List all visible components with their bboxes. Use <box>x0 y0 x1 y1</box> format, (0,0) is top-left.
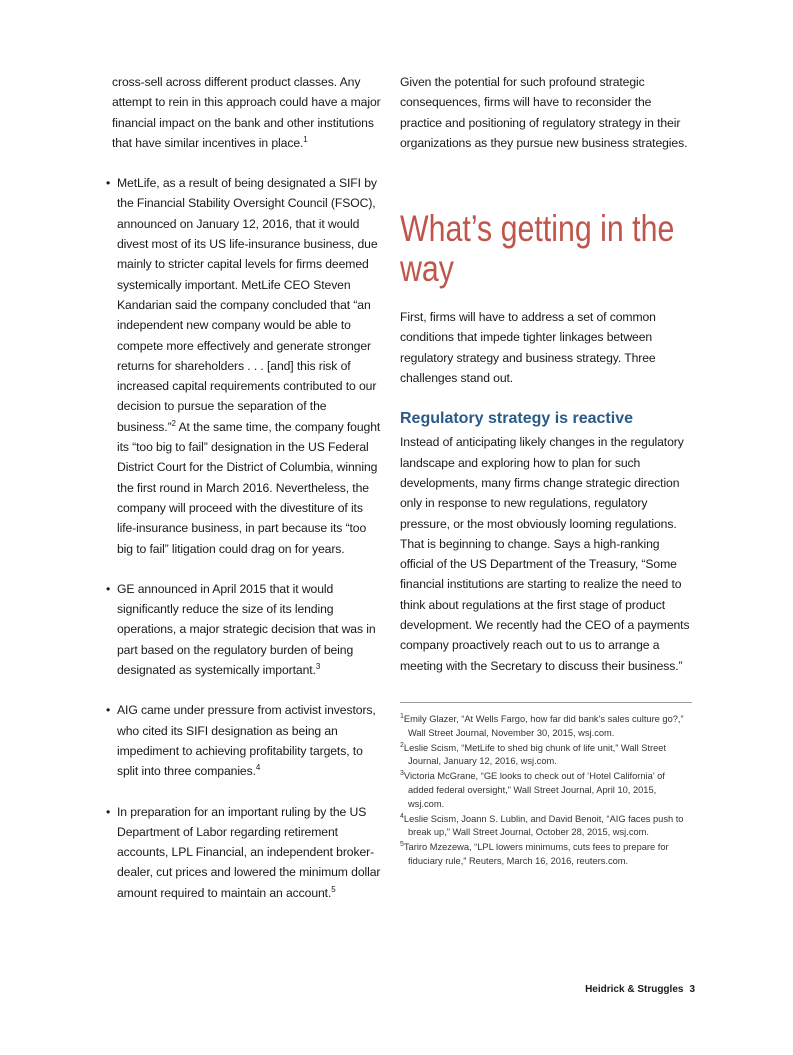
right-column <box>400 72 692 870</box>
bullet-aig: • AIG came under pressure from activist investors, who cited its SIFI designation as being an impediment to achieving profitability targets, to split into three companies.$^4$ <box>106 703 376 779</box>
left-intro: cross-sell across different product classes. Any attempt to rein in this approach could have a major financial impact on the bank and other institutions that have similar incentives in place.$^1$ <box>112 75 381 150</box>
footnote: $^2$Leslie Scism, “MetLife to shed big chunk of life unit,” Wall Street Journal, January 12, 2016, wsj.com. <box>400 741 667 767</box>
section-paragraph: First, firms will have to address a set of common conditions that impede tighter linkages between regulatory strategy and business strategy. Three challenges stand out. <box>400 310 656 386</box>
section-title: What’s getting in the way <box>400 208 675 290</box>
left-column <box>106 72 384 903</box>
publisher-name: Heidrick & Struggles <box>585 984 684 995</box>
footnote: $^1$Emily Glazer, “At Wells Fargo, how far did bank’s sales culture go?,” Wall Street Journal, November 30, 2015, wsj.com. <box>400 712 684 738</box>
subheading: Regulatory strategy is reactive <box>400 410 633 428</box>
footnotes <box>400 713 692 869</box>
subsection-paragraph: Instead of anticipating likely changes in the regulatory landscape and exploring how to plan for such developments, many firms change strategic direction only in response to new regulations, regulatory pressure, or the most obviously looming regulations. That is beginning to change. Says a high-ranking official of the US Department of the Treasury, “Some financial institutions are starting to realize the need to think about regulations at the first stage of product development. We recently had the CEO of a payments company proactively reach out to us to arrange a meeting with the Secretary to discuss their business.” <box>400 435 690 673</box>
footnote-divider <box>400 702 692 703</box>
bullet-metlife: • MetLife, as a result of being designated a SIFI by the Financial Stability Oversight Council (FSOC), announced on January 12, 2016, that it would divest most of its US life-insurance business, due mainly to stricter capital levels for firms deemed systemically important. MetLife CEO Steven Kandarian said the company concluded that “an independent new company would be able to compete more effectively and generate stronger returns for shareholders . . . [and] this risk of increased capital requirements contributed to our decision to pursue the separation of the business.”$^2$ At the same time, the company fought its “too big to fail” designation in the US Federal District Court for the District of Columbia, winning the first round in March 2016. Nevertheless, the company will proceed with the divestiture of its life-insurance business, in part because its “too big to fail” litigation could drag on for years. <box>106 176 381 556</box>
footnote: $^4$Leslie Scism, Joann S. Lublin, and David Benoit, “AIG faces push to break up,” Wall Street Journal, October 28, 2015, wsj.com. <box>400 812 684 838</box>
bullet-lpl: • In preparation for an important ruling by the US Department of Labor regarding retirement accounts, LPL Financial, an independent broker-dealer, cut prices and lowered the minimum dollar amount required to maintain an account.$^5$ <box>106 804 381 900</box>
page-footer <box>585 984 695 995</box>
bullet-ge: • GE announced in April 2015 that it would significantly reduce the size of its lending operations, a major strategic decision that was in part based on the regulatory burden of being designated as systemically important.$^3$ <box>106 581 376 678</box>
footnote: $^3$Victoria McGrane, “GE looks to check out of ‘Hotel California’ of added federal oversight,” Wall Street Journal, April 10, 2015, wsj.com. <box>400 770 665 809</box>
footnote: $^5$Tariro Mzezewa, “LPL lowers minimums, cuts fees to prepare for fiduciary rule,” Reuters, March 16, 2016, reuters.com. <box>400 841 669 866</box>
page-number: 3 <box>689 984 695 995</box>
right-intro: Given the potential for such profound strategic consequences, firms will have to reconsider the practice and positioning of regulatory strategy in their organizations as they pursue new business strategies. <box>400 75 688 150</box>
